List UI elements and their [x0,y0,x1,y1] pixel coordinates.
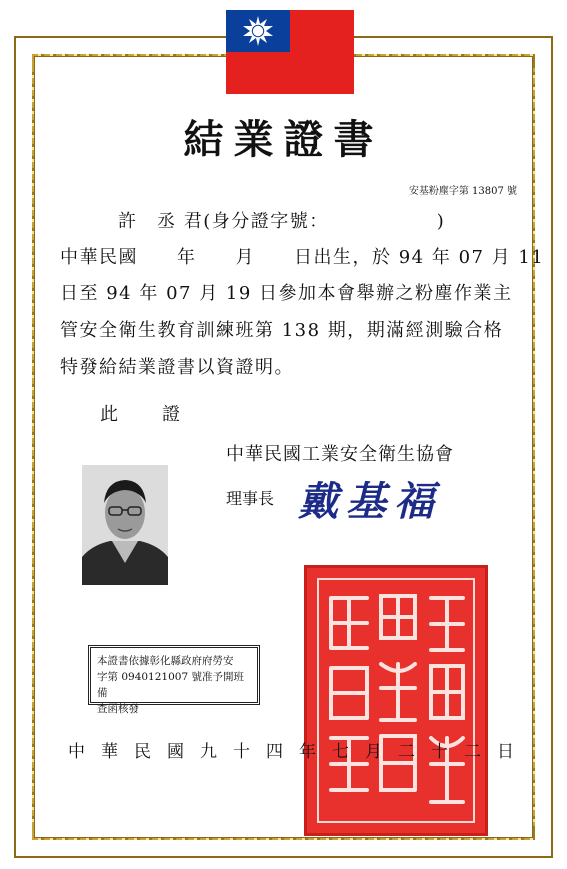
body-line-5: 特發給結業證書以資證明。 [60,357,294,378]
official-seal-stamp [304,565,488,836]
body-line-4: 管安全衛生教育訓練班第 138 期，期滿經測驗合格 [60,320,504,341]
chair-signature: 戴基福 [298,478,442,525]
body-line-2: 中華民國 年 月 日出生，於 94 年 07 月 11 [60,247,545,268]
chair-title: 理事長 [226,489,275,508]
national-flag-icon [226,10,354,94]
white-sun-icon [240,15,276,47]
approval-notice-box [88,645,260,715]
flag-canton [226,10,290,52]
seal-script-pattern [307,568,485,833]
recipient-photo [82,465,168,585]
notice-line-2: 字第 0940121007 號准予開班備 [97,671,244,699]
portrait-image [82,465,168,585]
recipient-line: 許 丞 君(身分證字號： ) [118,211,446,232]
notice-line-1: 本證書依據彰化縣政府府勞安 [97,655,234,667]
body-line-3: 日至 94 年 07 月 19 日參加本會舉辦之粉塵作業主 [60,283,513,304]
issuing-organization: 中華民國工業安全衛生協會 [226,444,454,465]
closing-text: 此證 [100,404,224,425]
certificate-title: 結業證書 [183,116,384,163]
serial-number: 安基粉塵字第 13807 號 [408,186,517,197]
notice-line-3: 查函核發 [97,703,139,715]
issue-date: 中華民國九十四年七月二十二日 [68,742,530,762]
